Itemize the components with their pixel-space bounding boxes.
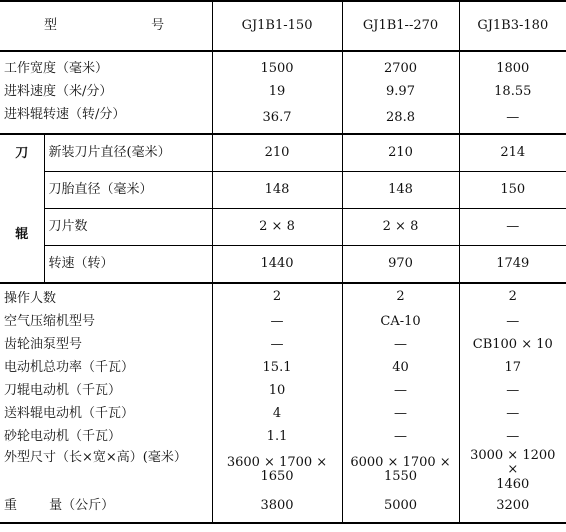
value: — [459,426,566,449]
row-label: 外型尺寸（长×宽×高）(毫米） [4,450,187,465]
row-label: 送料辊电动机（千瓦） [4,406,135,422]
value: — [459,380,566,403]
dimension-line: 1650 [260,469,294,485]
row-label [0,492,212,523]
value: 5000 [342,492,459,523]
row-label: 砂轮电动机（千瓦） [4,429,122,445]
row-label: 进料辊转速（转/分） [0,104,212,134]
value: 2 [342,283,459,311]
row-total-power [0,357,566,380]
value: 148 [212,172,342,209]
value: 3200 [459,492,566,523]
dimension-line: 3600 × 1700 × [226,455,328,471]
value: — [459,209,566,246]
header-label-no: 号 [151,17,165,33]
dimension-line: 6000 × 1700 × [350,455,451,471]
row-blade-count [0,209,566,246]
row-gear-pump [0,334,566,357]
dimension-cell [212,449,342,492]
value: 1.1 [212,426,342,449]
value: 18.55 [459,81,566,104]
value: 36.7 [212,104,342,134]
row-feed-roller-speed [0,104,566,134]
row-label: 齿轮油泵型号 [4,337,83,353]
value: 1500 [212,51,342,81]
value: 2 [212,283,342,311]
value: — [212,311,342,334]
row-label: 工作宽度（毫米） [4,61,109,77]
row-label: 刀片数 [44,209,212,246]
row-work-width [0,51,566,81]
value: 2 [459,283,566,311]
value: — [342,334,459,357]
value: 4 [212,403,342,426]
value: — [212,334,342,357]
row-weight [0,492,566,523]
row-new-blade-diameter [0,134,566,172]
row-blade-body-diameter [0,172,566,209]
dimension-line: 1550 [383,469,418,485]
value: 148 [342,172,459,209]
value: 19 [212,81,342,104]
row-cutter-motor [0,380,566,403]
row-label: 电动机总功率（千瓦） [4,360,135,376]
value: 2 × 8 [212,209,342,246]
row-grinder-motor [0,426,566,449]
dimension-cell [459,449,566,492]
row-operators [0,283,566,311]
row-feed-motor [0,403,566,426]
value: 1749 [459,246,566,284]
weight-label-a: 重 [4,498,18,514]
header-row [0,1,566,51]
cutter-group-label-bottom: 辊 [15,226,29,242]
cutter-group-label [0,134,44,283]
value: 40 [342,357,459,380]
weight-label-b: 量（公斤） [49,498,115,514]
value: 3800 [212,492,342,523]
value: 2 × 8 [342,209,459,246]
row-label: 刀胎直径（毫米） [44,172,212,209]
row-label: 刀辊电动机（千瓦） [4,383,122,399]
value: 210 [212,134,342,172]
value: 15.1 [212,357,342,380]
value: 1440 [212,246,342,284]
row-rotation-speed [0,246,566,284]
row-label: 进料速度（米/分） [4,84,113,100]
model-3: GJ1B3-180 [459,1,566,51]
dimension-line: 3000 × 1200 × [470,448,556,478]
row-label: 新装刀片直径(毫米） [44,134,212,172]
row-feed-speed [0,81,566,104]
value: 2700 [342,51,459,81]
value: 9.97 [342,81,459,104]
row-label: 操作人数 [4,291,57,307]
value: 17 [459,357,566,380]
value: — [342,403,459,426]
row-air-compressor [0,311,566,334]
model-1: GJ1B1-150 [212,1,342,51]
value: — [342,426,459,449]
value: 1800 [459,51,566,81]
row-label: 空气压缩机型号 [4,314,96,330]
value: CB100 × 10 [459,334,566,357]
value: 10 [212,380,342,403]
dimension-line: 1460 [496,476,530,492]
row-dimensions [0,449,566,492]
value: 210 [342,134,459,172]
header-label-cell [0,1,212,51]
value: — [459,403,566,426]
value: — [459,104,566,134]
value: — [459,311,566,334]
value: 214 [459,134,566,172]
row-label: 转速（转） [44,246,212,284]
value: 28.8 [342,104,459,134]
value: 150 [459,172,566,209]
cutter-group-label-top: 刀 [15,146,29,161]
value: 970 [342,246,459,284]
value: — [342,380,459,403]
header-label-type: 型 [44,17,58,33]
model-2: GJ1B1--270 [342,1,459,51]
value: CA-10 [342,311,459,334]
dimension-cell [342,449,459,492]
